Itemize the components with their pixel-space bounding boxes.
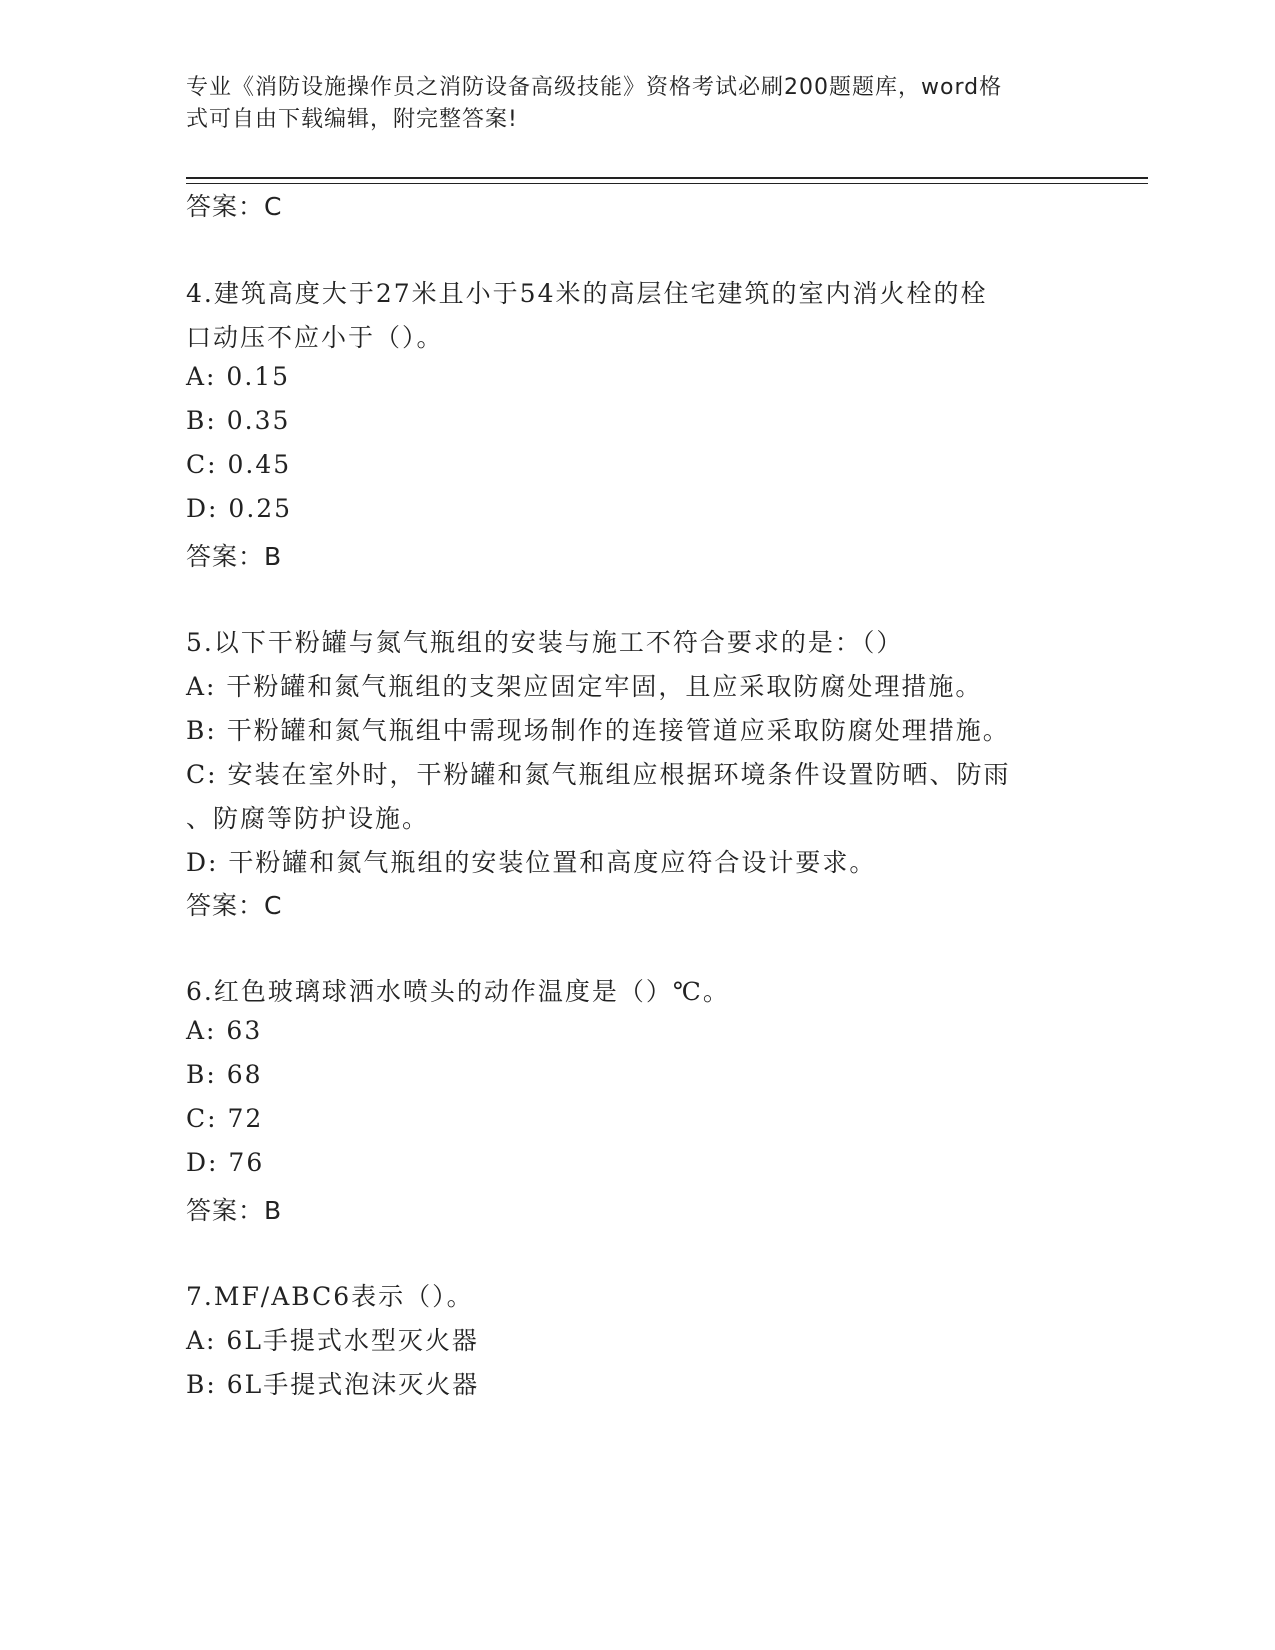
header-line-2: 式可自由下载编辑，附完整答案!	[186, 107, 518, 132]
q5-option-a: A: 干粉罐和氮气瓶组的支架应固定牢固，且应采取防腐处理措施。	[186, 672, 983, 701]
q4-option-b: B: 0.35	[186, 406, 291, 435]
header-divider-thick	[186, 177, 1148, 179]
q6-option-c: C: 72	[186, 1104, 264, 1133]
q5-option-b: B: 干粉罐和氮气瓶组中需现场制作的连接管道应采取防腐处理措施。	[186, 716, 1010, 745]
header-line-1: 专业《消防设施操作员之消防设备高级技能》资格考试必刷200题题库，word格	[186, 75, 1003, 100]
q5-stem: 5.以下干粉罐与氮气瓶组的安装与施工不符合要求的是：（）	[186, 628, 904, 657]
header-divider-thin	[186, 183, 1148, 184]
q7-stem: 7.MF/ABC6表示（）。	[186, 1282, 474, 1311]
q4-answer: 答案：B	[186, 542, 283, 571]
previous-answer: 答案：C	[186, 192, 283, 221]
q5-option-d: D: 干粉罐和氮气瓶组的安装位置和高度应符合设计要求。	[186, 848, 877, 877]
q6-answer: 答案：B	[186, 1196, 283, 1225]
q5-option-c-line-1: C: 安装在室外时，干粉罐和氮气瓶组应根据环境条件设置防晒、防雨	[186, 760, 1011, 789]
q4-option-c: C: 0.45	[186, 450, 292, 479]
q4-option-a: A: 0.15	[186, 362, 291, 391]
q6-stem: 6.红色玻璃球洒水喷头的动作温度是（）℃。	[186, 977, 730, 1006]
q7-option-a: A: 6L手提式水型灭火器	[186, 1326, 479, 1355]
q5-option-c-line-2: 、防腐等防护设施。	[186, 804, 430, 833]
q4-option-d: D: 0.25	[186, 494, 293, 523]
q4-stem-line-1: 4.建筑高度大于27米且小于54米的高层住宅建筑的室内消火栓的栓	[186, 279, 988, 308]
q6-option-b: B: 68	[186, 1060, 263, 1089]
q4-stem-line-2: 口动压不应小于（）。	[186, 323, 444, 352]
q6-option-a: A: 63	[186, 1016, 263, 1045]
q6-option-d: D: 76	[186, 1148, 265, 1177]
document-header	[186, 72, 1066, 136]
q7-option-b: B: 6L手提式泡沫灭火器	[186, 1370, 480, 1399]
q5-answer: 答案：C	[186, 891, 283, 920]
